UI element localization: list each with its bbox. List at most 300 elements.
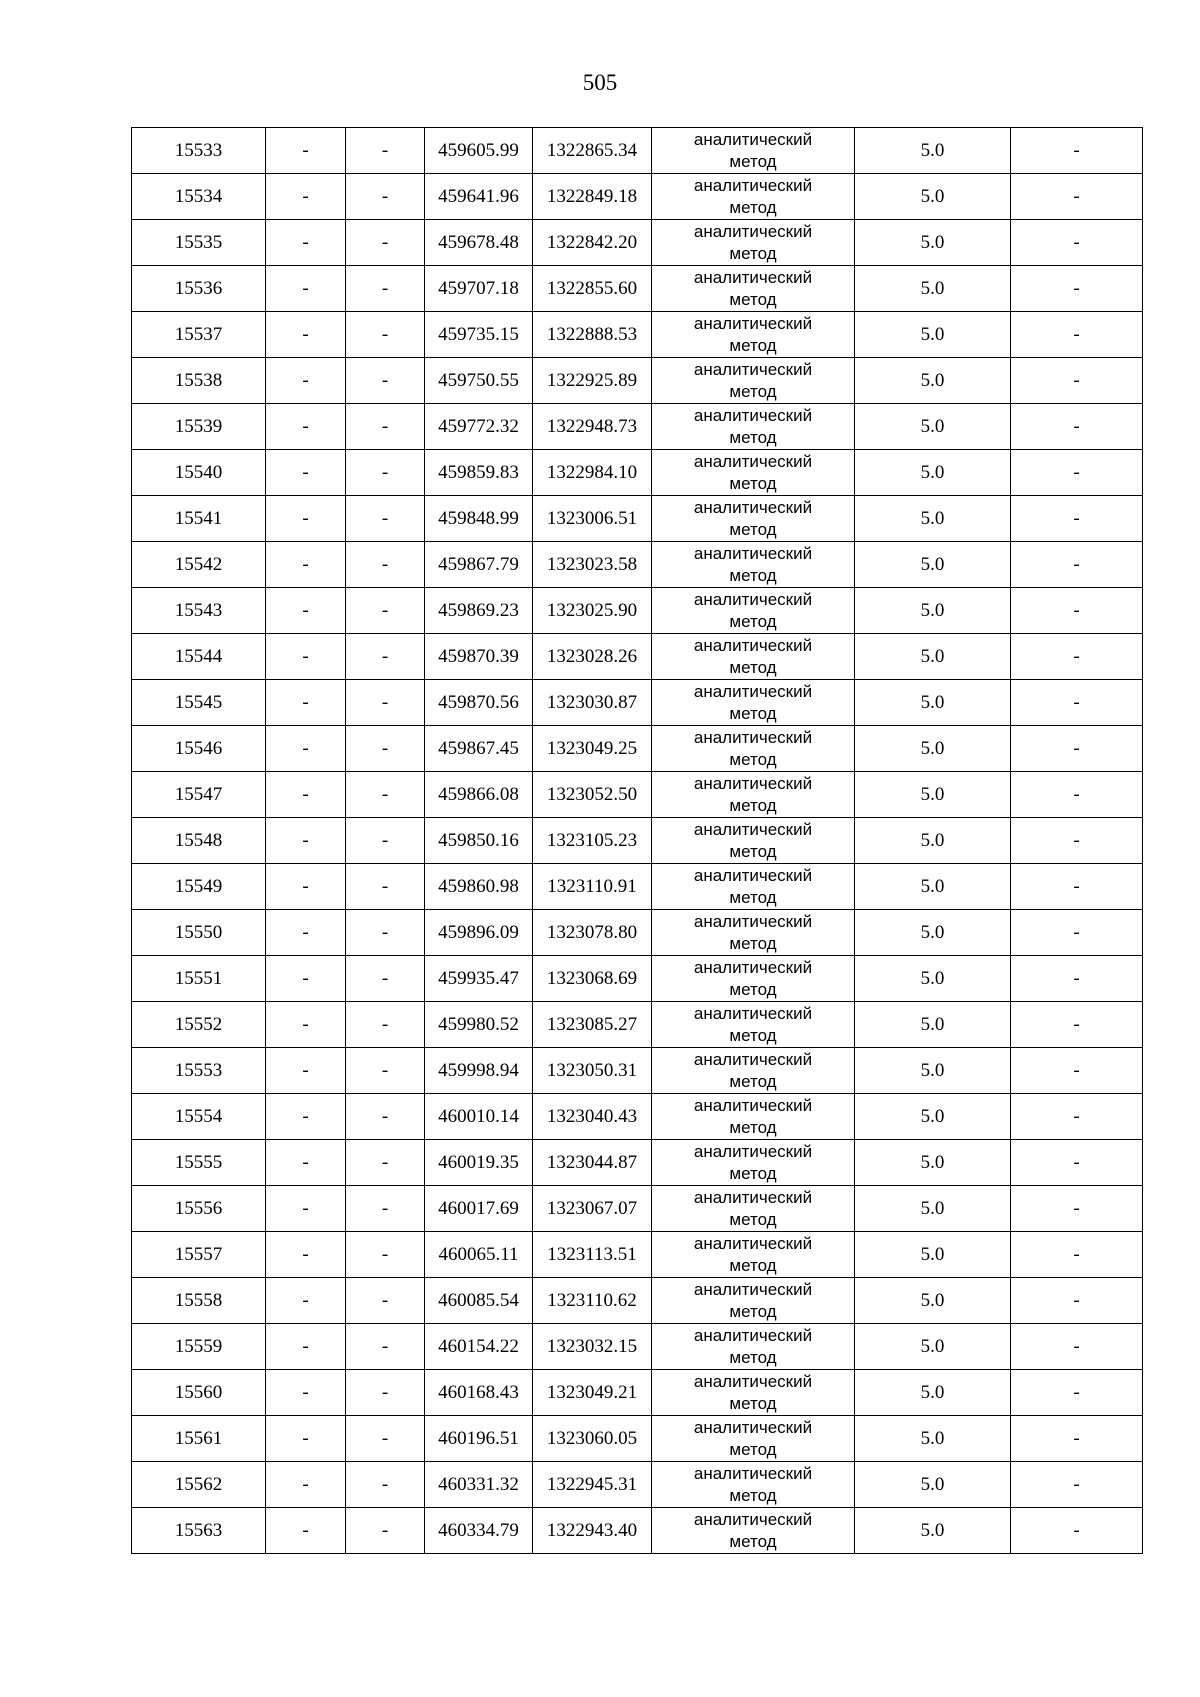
method-cell <box>652 266 855 312</box>
method-line-2: метод <box>729 1347 777 1367</box>
x-coordinate-cell: 459707.18 <box>425 266 533 312</box>
table-row <box>132 818 1143 864</box>
method-cell <box>652 1140 855 1186</box>
note-cell: - <box>1011 496 1143 542</box>
method-cell <box>652 358 855 404</box>
empty-dash-cell: - <box>346 1094 425 1140</box>
method-line-2: метод <box>729 1255 777 1275</box>
table-row <box>132 1416 1143 1462</box>
empty-dash-cell: - <box>266 1186 346 1232</box>
empty-dash-cell: - <box>346 1508 425 1554</box>
empty-dash-cell: - <box>266 1232 346 1278</box>
method-line-1: аналитический <box>693 497 813 517</box>
method-line-1: аналитический <box>693 1509 813 1529</box>
accuracy-cell: 5.0 <box>855 956 1011 1002</box>
empty-dash-cell: - <box>346 312 425 358</box>
accuracy-cell: 5.0 <box>855 1186 1011 1232</box>
accuracy-cell: 5.0 <box>855 358 1011 404</box>
empty-dash-cell: - <box>346 1416 425 1462</box>
empty-dash-cell: - <box>346 956 425 1002</box>
empty-dash-cell: - <box>266 312 346 358</box>
method-line-2: метод <box>729 1301 777 1321</box>
x-coordinate-cell: 459605.99 <box>425 128 533 174</box>
method-line-1: аналитический <box>693 405 813 425</box>
accuracy-cell: 5.0 <box>855 542 1011 588</box>
empty-dash-cell: - <box>266 128 346 174</box>
method-cell <box>652 772 855 818</box>
note-cell: - <box>1011 312 1143 358</box>
empty-dash-cell: - <box>266 1324 346 1370</box>
point-number-cell: 15556 <box>132 1186 266 1232</box>
x-coordinate-cell: 460085.54 <box>425 1278 533 1324</box>
method-cell <box>652 128 855 174</box>
accuracy-cell: 5.0 <box>855 266 1011 312</box>
y-coordinate-cell: 1323040.43 <box>533 1094 652 1140</box>
point-number-cell: 15552 <box>132 1002 266 1048</box>
y-coordinate-cell: 1322888.53 <box>533 312 652 358</box>
x-coordinate-cell: 459870.56 <box>425 680 533 726</box>
note-cell: - <box>1011 956 1143 1002</box>
y-coordinate-cell: 1323052.50 <box>533 772 652 818</box>
y-coordinate-cell: 1322849.18 <box>533 174 652 220</box>
empty-dash-cell: - <box>346 1324 425 1370</box>
note-cell: - <box>1011 450 1143 496</box>
method-line-1: аналитический <box>693 1095 813 1115</box>
table-row <box>132 174 1143 220</box>
point-number-cell: 15535 <box>132 220 266 266</box>
empty-dash-cell: - <box>266 956 346 1002</box>
point-number-cell: 15540 <box>132 450 266 496</box>
empty-dash-cell: - <box>346 1140 425 1186</box>
table-row <box>132 772 1143 818</box>
table-row <box>132 1278 1143 1324</box>
x-coordinate-cell: 459980.52 <box>425 1002 533 1048</box>
method-line-2: метод <box>729 473 777 493</box>
x-coordinate-cell: 460196.51 <box>425 1416 533 1462</box>
method-line-2: метод <box>729 933 777 953</box>
empty-dash-cell: - <box>266 1278 346 1324</box>
method-line-2: метод <box>729 243 777 263</box>
method-line-2: метод <box>729 289 777 309</box>
empty-dash-cell: - <box>266 910 346 956</box>
accuracy-cell: 5.0 <box>855 1002 1011 1048</box>
method-line-2: метод <box>729 519 777 539</box>
method-cell <box>652 1416 855 1462</box>
empty-dash-cell: - <box>346 496 425 542</box>
empty-dash-cell: - <box>266 680 346 726</box>
empty-dash-cell: - <box>346 1278 425 1324</box>
x-coordinate-cell: 459750.55 <box>425 358 533 404</box>
method-line-2: метод <box>729 703 777 723</box>
empty-dash-cell: - <box>346 358 425 404</box>
method-cell <box>652 634 855 680</box>
accuracy-cell: 5.0 <box>855 864 1011 910</box>
x-coordinate-cell: 459867.79 <box>425 542 533 588</box>
point-number-cell: 15543 <box>132 588 266 634</box>
method-line-2: метод <box>729 979 777 999</box>
method-line-1: аналитический <box>693 819 813 839</box>
table-row <box>132 1048 1143 1094</box>
method-line-2: метод <box>729 1071 777 1091</box>
table-row <box>132 1232 1143 1278</box>
method-line-1: аналитический <box>693 911 813 931</box>
note-cell: - <box>1011 128 1143 174</box>
accuracy-cell: 5.0 <box>855 1140 1011 1186</box>
method-line-2: метод <box>729 887 777 907</box>
method-line-2: метод <box>729 795 777 815</box>
method-line-1: аналитический <box>693 451 813 471</box>
empty-dash-cell: - <box>346 1048 425 1094</box>
method-line-2: метод <box>729 1025 777 1045</box>
note-cell: - <box>1011 358 1143 404</box>
point-number-cell: 15534 <box>132 174 266 220</box>
method-line-1: аналитический <box>693 1049 813 1069</box>
accuracy-cell: 5.0 <box>855 910 1011 956</box>
note-cell: - <box>1011 726 1143 772</box>
method-cell <box>652 1002 855 1048</box>
accuracy-cell: 5.0 <box>855 220 1011 266</box>
x-coordinate-cell: 459850.16 <box>425 818 533 864</box>
method-cell <box>652 220 855 266</box>
table-row <box>132 1186 1143 1232</box>
note-cell: - <box>1011 1324 1143 1370</box>
method-line-1: аналитический <box>693 1463 813 1483</box>
y-coordinate-cell: 1323028.26 <box>533 634 652 680</box>
method-line-2: метод <box>729 151 777 171</box>
method-line-1: аналитический <box>693 589 813 609</box>
accuracy-cell: 5.0 <box>855 450 1011 496</box>
method-line-1: аналитический <box>693 129 813 149</box>
note-cell: - <box>1011 1002 1143 1048</box>
x-coordinate-cell: 460019.35 <box>425 1140 533 1186</box>
method-cell <box>652 404 855 450</box>
method-line-2: метод <box>729 427 777 447</box>
empty-dash-cell: - <box>266 358 346 404</box>
empty-dash-cell: - <box>266 726 346 772</box>
note-cell: - <box>1011 1508 1143 1554</box>
empty-dash-cell: - <box>266 1094 346 1140</box>
y-coordinate-cell: 1323060.05 <box>533 1416 652 1462</box>
table-row <box>132 1002 1143 1048</box>
point-number-cell: 15541 <box>132 496 266 542</box>
method-line-1: аналитический <box>693 1279 813 1299</box>
method-cell <box>652 680 855 726</box>
note-cell: - <box>1011 864 1143 910</box>
y-coordinate-cell: 1323110.62 <box>533 1278 652 1324</box>
empty-dash-cell: - <box>346 1232 425 1278</box>
x-coordinate-cell: 460334.79 <box>425 1508 533 1554</box>
y-coordinate-cell: 1323068.69 <box>533 956 652 1002</box>
accuracy-cell: 5.0 <box>855 128 1011 174</box>
point-number-cell: 15553 <box>132 1048 266 1094</box>
y-coordinate-cell: 1322865.34 <box>533 128 652 174</box>
method-cell <box>652 910 855 956</box>
x-coordinate-cell: 459859.83 <box>425 450 533 496</box>
note-cell: - <box>1011 772 1143 818</box>
method-line-1: аналитический <box>693 681 813 701</box>
accuracy-cell: 5.0 <box>855 634 1011 680</box>
x-coordinate-cell: 459867.45 <box>425 726 533 772</box>
method-cell <box>652 450 855 496</box>
point-number-cell: 15558 <box>132 1278 266 1324</box>
table-row <box>132 956 1143 1002</box>
point-number-cell: 15557 <box>132 1232 266 1278</box>
method-cell <box>652 1508 855 1554</box>
empty-dash-cell: - <box>346 772 425 818</box>
accuracy-cell: 5.0 <box>855 1416 1011 1462</box>
point-number-cell: 15546 <box>132 726 266 772</box>
empty-dash-cell: - <box>266 588 346 634</box>
x-coordinate-cell: 459896.09 <box>425 910 533 956</box>
note-cell: - <box>1011 1278 1143 1324</box>
method-line-1: аналитический <box>693 957 813 977</box>
y-coordinate-cell: 1323049.25 <box>533 726 652 772</box>
note-cell: - <box>1011 1094 1143 1140</box>
note-cell: - <box>1011 404 1143 450</box>
y-coordinate-cell: 1323049.21 <box>533 1370 652 1416</box>
method-cell <box>652 1186 855 1232</box>
x-coordinate-cell: 460168.43 <box>425 1370 533 1416</box>
method-line-2: метод <box>729 381 777 401</box>
point-number-cell: 15549 <box>132 864 266 910</box>
y-coordinate-cell: 1323032.15 <box>533 1324 652 1370</box>
method-line-1: аналитический <box>693 313 813 333</box>
y-coordinate-cell: 1323006.51 <box>533 496 652 542</box>
note-cell: - <box>1011 174 1143 220</box>
method-line-2: метод <box>729 749 777 769</box>
table-row <box>132 588 1143 634</box>
accuracy-cell: 5.0 <box>855 404 1011 450</box>
method-line-2: метод <box>729 1117 777 1137</box>
y-coordinate-cell: 1323030.87 <box>533 680 652 726</box>
point-number-cell: 15555 <box>132 1140 266 1186</box>
table-row <box>132 496 1143 542</box>
x-coordinate-cell: 459860.98 <box>425 864 533 910</box>
table-row <box>132 312 1143 358</box>
x-coordinate-cell: 459870.39 <box>425 634 533 680</box>
empty-dash-cell: - <box>346 634 425 680</box>
table-row <box>132 404 1143 450</box>
empty-dash-cell: - <box>266 220 346 266</box>
point-number-cell: 15538 <box>132 358 266 404</box>
empty-dash-cell: - <box>346 404 425 450</box>
empty-dash-cell: - <box>266 864 346 910</box>
empty-dash-cell: - <box>266 450 346 496</box>
accuracy-cell: 5.0 <box>855 1370 1011 1416</box>
method-line-1: аналитический <box>693 175 813 195</box>
accuracy-cell: 5.0 <box>855 1508 1011 1554</box>
method-line-1: аналитический <box>693 1141 813 1161</box>
empty-dash-cell: - <box>266 1048 346 1094</box>
note-cell: - <box>1011 1140 1143 1186</box>
empty-dash-cell: - <box>266 1370 346 1416</box>
y-coordinate-cell: 1323044.87 <box>533 1140 652 1186</box>
point-number-cell: 15563 <box>132 1508 266 1554</box>
y-coordinate-cell: 1322984.10 <box>533 450 652 496</box>
empty-dash-cell: - <box>346 1002 425 1048</box>
note-cell: - <box>1011 680 1143 726</box>
table-row <box>132 864 1143 910</box>
empty-dash-cell: - <box>346 680 425 726</box>
empty-dash-cell: - <box>346 1370 425 1416</box>
table-row <box>132 128 1143 174</box>
table-row <box>132 358 1143 404</box>
method-cell <box>652 864 855 910</box>
table-row <box>132 1140 1143 1186</box>
point-number-cell: 15545 <box>132 680 266 726</box>
method-line-1: аналитический <box>693 865 813 885</box>
accuracy-cell: 5.0 <box>855 588 1011 634</box>
method-line-1: аналитический <box>693 635 813 655</box>
note-cell: - <box>1011 266 1143 312</box>
empty-dash-cell: - <box>266 266 346 312</box>
method-line-1: аналитический <box>693 1003 813 1023</box>
point-number-cell: 15548 <box>132 818 266 864</box>
y-coordinate-cell: 1323113.51 <box>533 1232 652 1278</box>
method-line-1: аналитический <box>693 267 813 287</box>
y-coordinate-cell: 1323067.07 <box>533 1186 652 1232</box>
x-coordinate-cell: 459998.94 <box>425 1048 533 1094</box>
y-coordinate-cell: 1323023.58 <box>533 542 652 588</box>
point-number-cell: 15560 <box>132 1370 266 1416</box>
point-number-cell: 15533 <box>132 128 266 174</box>
note-cell: - <box>1011 1416 1143 1462</box>
empty-dash-cell: - <box>346 864 425 910</box>
method-cell <box>652 818 855 864</box>
method-line-2: метод <box>729 1163 777 1183</box>
x-coordinate-cell: 459641.96 <box>425 174 533 220</box>
empty-dash-cell: - <box>266 174 346 220</box>
method-line-2: метод <box>729 1531 777 1551</box>
table-row <box>132 450 1143 496</box>
method-cell <box>652 496 855 542</box>
page-number: 505 <box>582 70 618 95</box>
coordinates-table <box>131 127 1143 1554</box>
y-coordinate-cell: 1322855.60 <box>533 266 652 312</box>
empty-dash-cell: - <box>266 496 346 542</box>
method-line-2: метод <box>729 335 777 355</box>
method-cell <box>652 312 855 358</box>
method-cell <box>652 174 855 220</box>
empty-dash-cell: - <box>266 772 346 818</box>
accuracy-cell: 5.0 <box>855 726 1011 772</box>
method-line-2: метод <box>729 611 777 631</box>
method-line-1: аналитический <box>693 727 813 747</box>
method-cell <box>652 1370 855 1416</box>
x-coordinate-cell: 459866.08 <box>425 772 533 818</box>
note-cell: - <box>1011 634 1143 680</box>
y-coordinate-cell: 1322948.73 <box>533 404 652 450</box>
empty-dash-cell: - <box>346 266 425 312</box>
table-row <box>132 680 1143 726</box>
method-cell <box>652 1048 855 1094</box>
point-number-cell: 15547 <box>132 772 266 818</box>
note-cell: - <box>1011 1462 1143 1508</box>
method-line-1: аналитический <box>693 773 813 793</box>
accuracy-cell: 5.0 <box>855 772 1011 818</box>
accuracy-cell: 5.0 <box>855 1232 1011 1278</box>
empty-dash-cell: - <box>346 910 425 956</box>
accuracy-cell: 5.0 <box>855 680 1011 726</box>
method-cell <box>652 542 855 588</box>
point-number-cell: 15544 <box>132 634 266 680</box>
note-cell: - <box>1011 1048 1143 1094</box>
y-coordinate-cell: 1323025.90 <box>533 588 652 634</box>
method-line-1: аналитический <box>693 1325 813 1345</box>
point-number-cell: 15551 <box>132 956 266 1002</box>
method-line-2: метод <box>729 1393 777 1413</box>
note-cell: - <box>1011 542 1143 588</box>
y-coordinate-cell: 1323085.27 <box>533 1002 652 1048</box>
x-coordinate-cell: 459848.99 <box>425 496 533 542</box>
x-coordinate-cell: 459772.32 <box>425 404 533 450</box>
x-coordinate-cell: 459735.15 <box>425 312 533 358</box>
accuracy-cell: 5.0 <box>855 312 1011 358</box>
point-number-cell: 15561 <box>132 1416 266 1462</box>
point-number-cell: 15542 <box>132 542 266 588</box>
note-cell: - <box>1011 1232 1143 1278</box>
empty-dash-cell: - <box>346 1186 425 1232</box>
accuracy-cell: 5.0 <box>855 1324 1011 1370</box>
accuracy-cell: 5.0 <box>855 174 1011 220</box>
method-cell <box>652 726 855 772</box>
accuracy-cell: 5.0 <box>855 496 1011 542</box>
method-line-2: метод <box>729 1439 777 1459</box>
y-coordinate-cell: 1322925.89 <box>533 358 652 404</box>
empty-dash-cell: - <box>346 174 425 220</box>
table-row <box>132 1462 1143 1508</box>
table-row <box>132 634 1143 680</box>
empty-dash-cell: - <box>346 128 425 174</box>
method-line-1: аналитический <box>693 543 813 563</box>
y-coordinate-cell: 1323110.91 <box>533 864 652 910</box>
note-cell: - <box>1011 818 1143 864</box>
method-cell <box>652 1462 855 1508</box>
accuracy-cell: 5.0 <box>855 818 1011 864</box>
empty-dash-cell: - <box>266 404 346 450</box>
empty-dash-cell: - <box>266 1416 346 1462</box>
note-cell: - <box>1011 910 1143 956</box>
empty-dash-cell: - <box>346 818 425 864</box>
empty-dash-cell: - <box>266 634 346 680</box>
method-line-1: аналитический <box>693 359 813 379</box>
table-row <box>132 726 1143 772</box>
method-line-1: аналитический <box>693 1187 813 1207</box>
empty-dash-cell: - <box>266 1140 346 1186</box>
y-coordinate-cell: 1323050.31 <box>533 1048 652 1094</box>
accuracy-cell: 5.0 <box>855 1462 1011 1508</box>
empty-dash-cell: - <box>346 542 425 588</box>
accuracy-cell: 5.0 <box>855 1278 1011 1324</box>
table-row <box>132 220 1143 266</box>
table-body <box>132 128 1143 1554</box>
method-line-1: аналитический <box>693 221 813 241</box>
point-number-cell: 15537 <box>132 312 266 358</box>
point-number-cell: 15554 <box>132 1094 266 1140</box>
table-row <box>132 910 1143 956</box>
table-row <box>132 542 1143 588</box>
x-coordinate-cell: 460010.14 <box>425 1094 533 1140</box>
empty-dash-cell: - <box>346 1462 425 1508</box>
y-coordinate-cell: 1322945.31 <box>533 1462 652 1508</box>
empty-dash-cell: - <box>346 726 425 772</box>
accuracy-cell: 5.0 <box>855 1094 1011 1140</box>
y-coordinate-cell: 1322943.40 <box>533 1508 652 1554</box>
table-row <box>132 1094 1143 1140</box>
method-line-1: аналитический <box>693 1233 813 1253</box>
x-coordinate-cell: 460065.11 <box>425 1232 533 1278</box>
method-cell <box>652 588 855 634</box>
